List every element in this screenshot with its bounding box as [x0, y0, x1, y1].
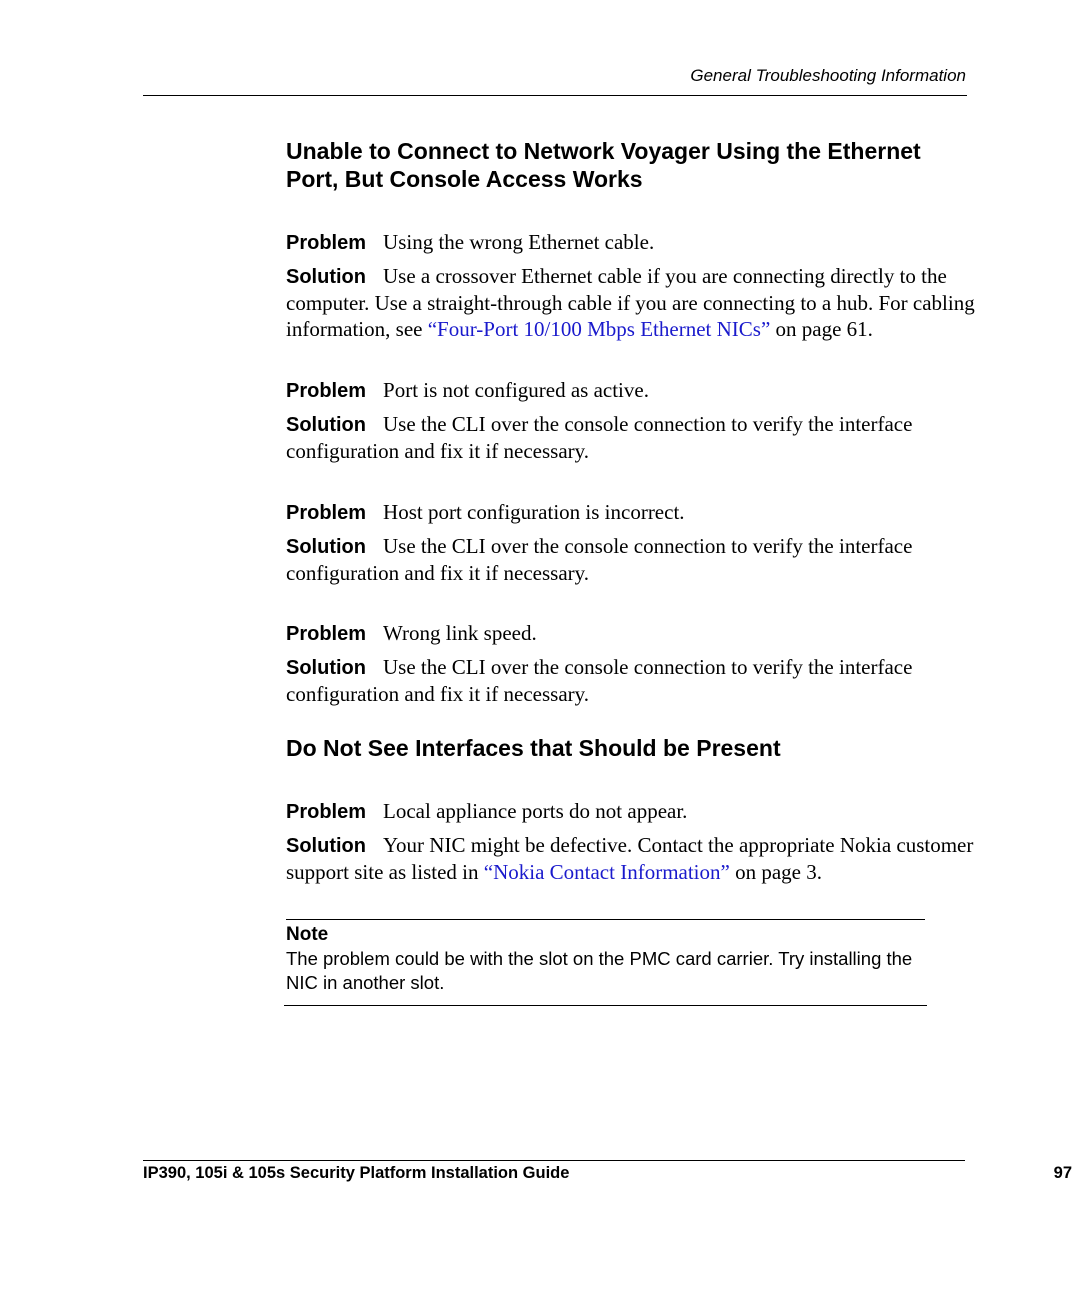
- solution-label: Solution: [286, 414, 366, 436]
- section-title-voyager: [286, 137, 976, 193]
- problem-label: Problem: [286, 380, 367, 402]
- section-title-line-2: Port, But Console Access Works: [286, 166, 643, 192]
- solution-suffix: on page 61.: [770, 317, 873, 341]
- section-title-interfaces: Do Not See Interfaces that Should be Present: [286, 735, 781, 761]
- problem-text: Host port configuration is incorrect.: [383, 500, 685, 524]
- solution-label: Solution: [286, 835, 366, 857]
- solution-text: Your NIC might be defective. Contact the appropriate Nokia customer support site as listed in: [286, 833, 974, 884]
- solution-label: Solution: [286, 536, 366, 558]
- footer-doc-title: IP390, 105i & 105s Security Platform Installation Guide: [143, 1164, 570, 1182]
- note-text: The problem could be with the slot on the PMC card carrier. Try installing the NIC in another slot.: [286, 948, 913, 993]
- solution-row: [286, 533, 976, 586]
- problem-text: Using the wrong Ethernet cable.: [383, 230, 655, 254]
- footer-rule: [143, 1160, 965, 1161]
- problem-row: [286, 377, 976, 404]
- problem-text: Local appliance ports do not appear.: [383, 799, 688, 823]
- cross-reference-link[interactable]: “Nokia Contact Information”: [483, 860, 730, 884]
- cross-reference-link[interactable]: “Four-Port 10/100 Mbps Ethernet NICs”: [427, 317, 771, 341]
- solution-row: [286, 263, 976, 342]
- note-top-rule: [286, 919, 925, 920]
- problem-row: [286, 798, 976, 825]
- solution-row: [286, 411, 976, 464]
- problem-row: [286, 499, 976, 526]
- problem-text: Wrong link speed.: [383, 621, 537, 645]
- problem-label: Problem: [286, 801, 367, 823]
- solution-label: Solution: [286, 266, 366, 288]
- problem-text: Port is not configured as active.: [383, 378, 649, 402]
- solution-suffix: on page 3.: [729, 860, 822, 884]
- solution-text: Use the CLI over the console connection to verify the interface configuration and fix it if necessary.: [286, 412, 913, 463]
- problem-row: [286, 229, 976, 256]
- note-title: Note: [286, 924, 329, 945]
- problem-label: Problem: [286, 502, 367, 524]
- problem-label: Problem: [286, 232, 367, 254]
- solution-row: [286, 832, 976, 885]
- solution-label: Solution: [286, 657, 366, 679]
- section-title-line-1: Unable to Connect to Network Voyager Using the Ethernet: [286, 138, 921, 164]
- solution-text: Use the CLI over the console connection to verify the interface configuration and fix it if necessary.: [286, 655, 913, 706]
- problem-row: [286, 620, 976, 647]
- header-rule: [143, 95, 967, 96]
- solution-text: Use the CLI over the console connection to verify the interface configuration and fix it if necessary.: [286, 534, 913, 585]
- solution-text: Use a crossover Ethernet cable if you are connecting directly to the computer. Use a straight-through cable if you are connecting to a hub. For cabling information, see: [286, 264, 975, 341]
- note-bottom-rule: [284, 1005, 927, 1006]
- page-number: 97: [1053, 1164, 1072, 1182]
- running-header: General Troubleshooting Information: [690, 66, 966, 85]
- solution-row: [286, 654, 976, 707]
- problem-label: Problem: [286, 623, 367, 645]
